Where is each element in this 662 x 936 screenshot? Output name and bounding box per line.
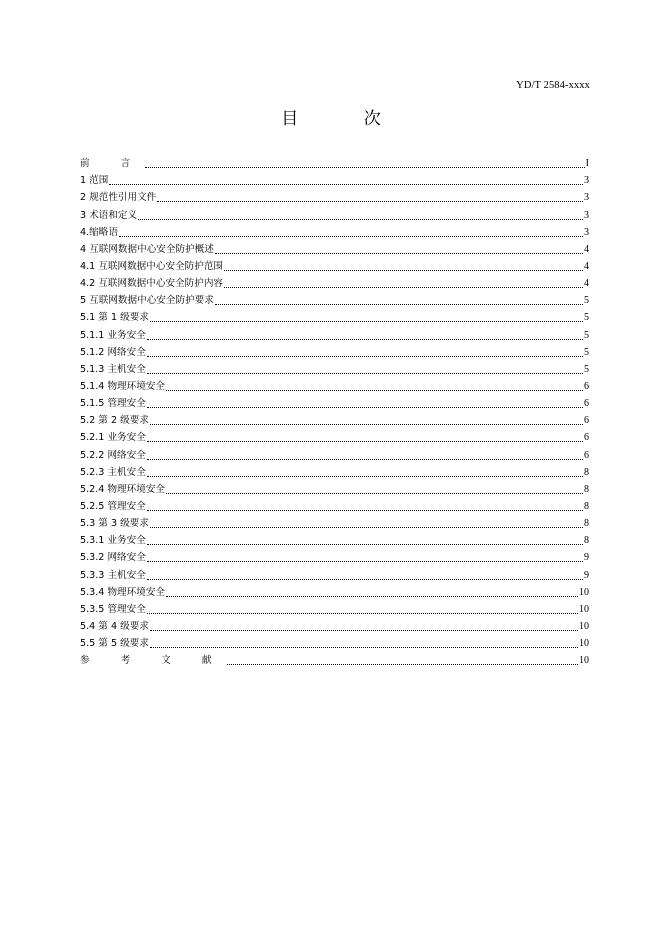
- dot-leader: [166, 492, 583, 494]
- toc-entry[interactable]: [80, 256, 589, 273]
- toc-entry[interactable]: [80, 547, 589, 564]
- dot-leader: [166, 595, 578, 597]
- dot-leader: [215, 303, 583, 305]
- toc-entry[interactable]: [80, 239, 589, 256]
- toc-entry-label: 5 互联网数据中心安全防护要求: [80, 295, 214, 307]
- toc-entry-page-number: 10: [579, 655, 589, 667]
- toc-entry-page-number: 6: [584, 432, 589, 444]
- toc-entry[interactable]: [80, 444, 589, 461]
- page-title: 目 次: [281, 109, 411, 129]
- dot-leader: [138, 218, 583, 220]
- toc-entry-label: 4 互联网数据中心安全防护概述: [80, 243, 214, 255]
- toc-entry-label: 5.5 第 5 级要求: [80, 638, 149, 650]
- dot-leader: [150, 629, 578, 631]
- dot-leader: [145, 166, 584, 168]
- toc-entry-label: 1 范围: [80, 175, 109, 187]
- toc-entry-page-number: 8: [584, 483, 589, 495]
- toc-entry-page-number: 3: [584, 192, 589, 204]
- toc-entry[interactable]: [80, 153, 589, 170]
- toc-entry-label: 5.3.2 网络安全: [80, 552, 146, 564]
- toc-entry-label: 5.2.2 网络安全: [80, 449, 146, 461]
- toc-entry-page-number: 3: [584, 175, 589, 187]
- toc-entry-page-number: 10: [579, 620, 589, 632]
- toc-entry[interactable]: [80, 359, 589, 376]
- toc-entry-label: 5.1.3 主机安全: [80, 363, 146, 375]
- toc-entry-page-number: 6: [584, 380, 589, 392]
- toc-entry-label: 参 考 文 献: [80, 655, 226, 667]
- dot-leader: [224, 269, 583, 271]
- toc-entry-page-number: 5: [584, 312, 589, 324]
- dot-leader: [147, 355, 583, 357]
- toc-entry-page-number: 9: [584, 552, 589, 564]
- toc-entry-page-number: 3: [584, 209, 589, 221]
- toc-entry-page-number: 6: [584, 449, 589, 461]
- toc-entry[interactable]: [80, 530, 589, 547]
- toc-entry[interactable]: [80, 410, 589, 427]
- dot-leader: [109, 183, 583, 185]
- toc-entry-page-number: 8: [584, 518, 589, 530]
- toc-entry[interactable]: [80, 633, 589, 650]
- toc-entry[interactable]: [80, 222, 589, 239]
- toc-entry-page-number: 6: [584, 415, 589, 427]
- dot-leader: [215, 252, 583, 254]
- toc-entry[interactable]: [80, 599, 589, 616]
- toc-entry[interactable]: [80, 513, 589, 530]
- toc-entry-page-number: 3: [584, 226, 589, 238]
- dot-leader: [147, 406, 583, 408]
- toc-entry-label: 2 规范性引用文件: [80, 192, 157, 204]
- toc-entry[interactable]: [80, 650, 589, 667]
- dot-leader: [147, 560, 583, 562]
- dot-leader: [150, 526, 583, 528]
- dot-leader: [150, 646, 578, 648]
- toc-entry-page-number: 8: [584, 535, 589, 547]
- toc-entry[interactable]: [80, 564, 589, 581]
- toc-entry-page-number: 4: [584, 278, 589, 290]
- toc-entry[interactable]: [80, 187, 589, 204]
- toc-entry[interactable]: [80, 393, 589, 410]
- toc-entry[interactable]: [80, 376, 589, 393]
- toc-entry-label: 5.2.4 物理环境安全: [80, 483, 166, 495]
- toc-entry-page-number: I: [585, 158, 589, 170]
- toc-entry-page-number: 5: [584, 363, 589, 375]
- document-code: YD/T 2584-xxxx: [516, 80, 590, 91]
- toc-entry-label: 5.2.1 业务安全: [80, 432, 146, 444]
- dot-leader: [147, 338, 583, 340]
- toc-entry[interactable]: [80, 324, 589, 341]
- dot-leader: [157, 200, 583, 202]
- toc-entry[interactable]: [80, 427, 589, 444]
- toc-entry-label: 5.3.1 业务安全: [80, 535, 146, 547]
- toc-entry-label: 前 言: [80, 158, 145, 170]
- table-of-contents: [80, 153, 589, 667]
- dot-leader: [147, 509, 583, 511]
- toc-entry-label: 5.1.4 物理环境安全: [80, 380, 166, 392]
- toc-entry-label: 5.2.5 管理安全: [80, 500, 146, 512]
- toc-entry-label: 5.1 第 1 级要求: [80, 312, 149, 324]
- toc-entry[interactable]: [80, 170, 589, 187]
- toc-entry-page-number: 4: [584, 260, 589, 272]
- toc-entry[interactable]: [80, 582, 589, 599]
- toc-entry-label: 5.1.2 网络安全: [80, 346, 146, 358]
- toc-entry-page-number: 4: [584, 243, 589, 255]
- dot-leader: [150, 320, 583, 322]
- dot-leader: [119, 235, 583, 237]
- toc-entry-page-number: 10: [579, 603, 589, 615]
- toc-entry[interactable]: [80, 273, 589, 290]
- dot-leader: [224, 286, 583, 288]
- toc-entry-page-number: 5: [584, 329, 589, 341]
- toc-entry-label: 5.1.1 业务安全: [80, 329, 146, 341]
- toc-entry-page-number: 5: [584, 295, 589, 307]
- toc-entry-page-number: 8: [584, 466, 589, 478]
- dot-leader: [166, 389, 583, 391]
- toc-entry-label: 5.1.5 管理安全: [80, 398, 146, 410]
- dot-leader: [147, 612, 578, 614]
- toc-entry-label: 4.2 互联网数据中心安全防护内容: [80, 278, 224, 290]
- toc-entry-label: 5.2 第 2 级要求: [80, 415, 149, 427]
- toc-entry-label: 5.3.4 物理环境安全: [80, 586, 166, 598]
- toc-entry-label: 3 术语和定义: [80, 209, 138, 221]
- dot-leader: [147, 458, 583, 460]
- toc-entry[interactable]: [80, 307, 589, 324]
- toc-entry-label: 5.2.3 主机安全: [80, 466, 146, 478]
- toc-entry[interactable]: [80, 290, 589, 307]
- toc-entry[interactable]: [80, 479, 589, 496]
- dot-leader: [150, 423, 583, 425]
- toc-entry-page-number: 6: [584, 398, 589, 410]
- toc-entry-label: 4.缩略语: [80, 226, 118, 238]
- toc-entry-label: 5.3.5 管理安全: [80, 603, 146, 615]
- toc-entry-page-number: 10: [579, 638, 589, 650]
- toc-entry-label: 5.3.3 主机安全: [80, 569, 146, 581]
- toc-entry[interactable]: [80, 204, 589, 221]
- toc-entry[interactable]: [80, 462, 589, 479]
- toc-entry-page-number: 10: [579, 586, 589, 598]
- toc-entry[interactable]: [80, 342, 589, 359]
- toc-entry-label: 5.4 第 4 级要求: [80, 620, 149, 632]
- toc-entry-page-number: 9: [584, 569, 589, 581]
- dot-leader: [147, 372, 583, 374]
- toc-entry[interactable]: [80, 496, 589, 513]
- toc-entry-label: 4.1 互联网数据中心安全防护范围: [80, 260, 224, 272]
- toc-entry-page-number: 8: [584, 500, 589, 512]
- dot-leader: [227, 663, 578, 665]
- dot-leader: [147, 475, 583, 477]
- dot-leader: [147, 440, 583, 442]
- toc-entry[interactable]: [80, 616, 589, 633]
- toc-entry-label: 5.3 第 3 级要求: [80, 518, 149, 530]
- toc-entry-page-number: 5: [584, 346, 589, 358]
- dot-leader: [147, 578, 583, 580]
- dot-leader: [147, 543, 583, 545]
